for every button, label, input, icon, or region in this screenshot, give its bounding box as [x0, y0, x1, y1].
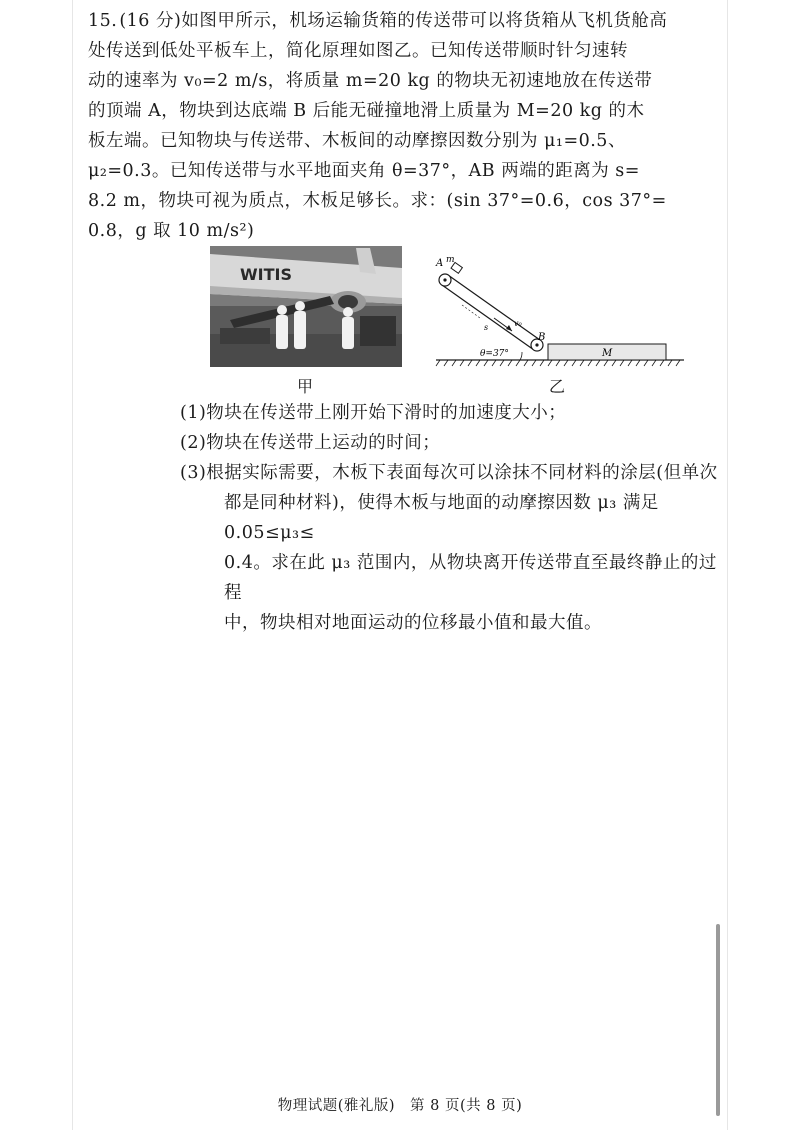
belt-bottom	[442, 285, 534, 350]
photo-caption: 甲	[297, 377, 314, 396]
subquestion-3-line: 中，物块相对地面运动的位移最小值和最大值。	[224, 613, 602, 633]
airport-photo	[210, 246, 402, 367]
subquestion-3-line: 0.4。求在此 μ₃ 范围内，从物块离开传送带直至最终静止的过程	[224, 553, 717, 603]
belt-top	[448, 275, 540, 340]
subquestion-3	[180, 458, 730, 638]
v0-arrow-head	[506, 325, 512, 331]
subquestion-3-line: 都是同种材料)，使得木板与地面的动摩擦因数 μ₃ 满足 0.05≤μ₃≤	[224, 493, 659, 543]
question-line: 处传送到低处平板车上，简化原理如图乙。已知传送带顺时针匀速转	[88, 41, 628, 61]
plane-lettering: WITIS	[240, 265, 292, 284]
question-line: 板左端。已知物块与传送带、木板间的动摩擦因数分别为 μ₁=0.5、	[88, 131, 626, 151]
s-marker	[462, 305, 480, 318]
label-s: s	[484, 323, 489, 332]
question-score: (16 分)	[119, 11, 182, 31]
label-A: A	[436, 258, 444, 269]
question-line: 0.8，g 取 10 m/s²)	[88, 221, 255, 241]
label-M: M	[602, 348, 613, 359]
question-15	[88, 6, 728, 246]
question-line: μ₂=0.3。已知传送带与水平地面夹角 θ=37°，AB 两端的距离为 s=	[88, 161, 640, 181]
subquestion-1: (1)物块在传送带上刚开始下滑时的加速度大小；	[180, 403, 567, 423]
question-number: 15.	[88, 11, 118, 31]
subquestion-3-line: (3)根据实际需要，木板下表面每次可以涂抹不同材料的涂层(但单次	[180, 463, 718, 483]
angle-arc	[520, 352, 522, 360]
question-line	[88, 6, 728, 36]
page-footer: 物理试题(雅礼版) 第 8 页(共 8 页)	[277, 1098, 523, 1114]
question-line: 的顶端 A，物块到达底端 B 后能无碰撞地滑上质量为 M=20 kg 的木	[88, 101, 645, 121]
question-text: 如图甲所示，机场运输货箱的传送带可以将货箱从飞机货舱高	[181, 11, 668, 31]
diagram-caption: 乙	[549, 377, 566, 396]
label-theta: θ=37°	[480, 349, 509, 359]
label-m: m	[446, 255, 455, 265]
ground-hatching	[436, 360, 680, 366]
label-v0: v₀	[514, 319, 522, 328]
question-line: 8.2 m，物块可视为质点，木板足够长。求：(sin 37°=0.6，cos 37°=	[88, 191, 667, 211]
label-B: B	[538, 332, 546, 343]
conveyor-diagram	[432, 252, 688, 372]
question-line: 动的速率为 v₀=2 m/s，将质量 m=20 kg 的物块无初速地放在传送带	[88, 71, 653, 91]
scrollbar-thumb[interactable]	[716, 924, 720, 1116]
subquestion-2: (2)物块在传送带上运动的时间；	[180, 433, 441, 453]
